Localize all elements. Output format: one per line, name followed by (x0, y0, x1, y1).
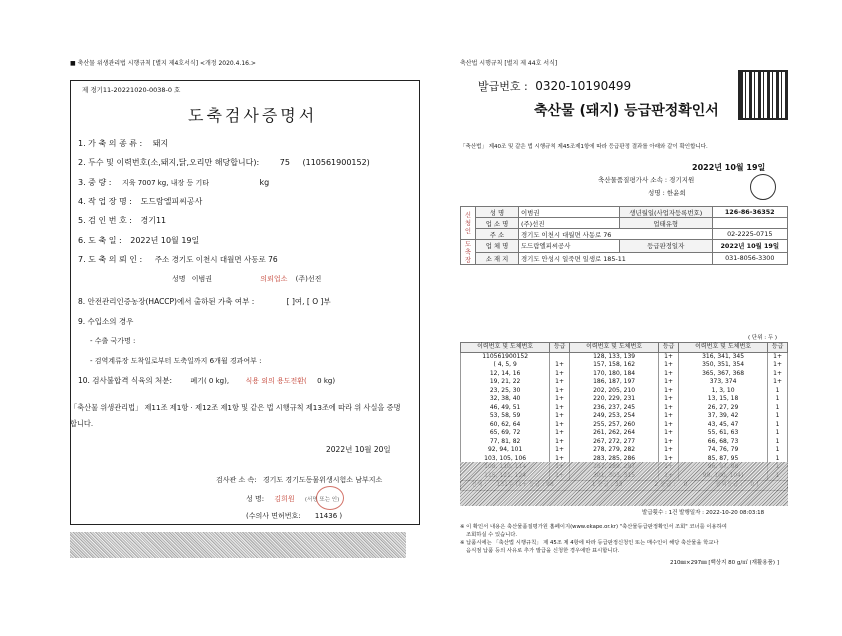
item-7 (78, 254, 278, 265)
inspector-seal-text: (서명 또는 인) (304, 497, 340, 503)
trace-cell: 60, 62, 64 (461, 421, 550, 430)
license-line (246, 511, 342, 521)
trace-cell: 92, 94, 101 (461, 446, 550, 455)
trace-cell: 1+ (550, 421, 570, 430)
name-value: 이범권 (519, 207, 620, 218)
trace-cell: 186, 187, 197 (569, 378, 658, 387)
trace-cell: 278, 279, 282 (569, 446, 658, 455)
foot-note-2: ※ 납품시에는 「축산법 시행규칙」 제 45조 제 4항에 따라 등급판정신청인 또는 매수인이 해당 축산물을 학교나 (460, 540, 719, 546)
trace-row (461, 421, 788, 430)
commissioned-value: (주)선진 (295, 275, 322, 283)
trace-row (461, 412, 788, 421)
trace-cell: 19, 21, 22 (461, 378, 550, 387)
addr-label: 주 소 (476, 229, 519, 240)
slaughter-certificate (60, 58, 422, 528)
inspector-seal-stamp (316, 486, 344, 510)
inspector-name: 김희원 (274, 495, 295, 503)
trace-cell: 1+ (550, 446, 570, 455)
requester-name-label: 성명 (172, 275, 186, 283)
trace-cell: 1 (768, 404, 788, 413)
item-3 (78, 177, 269, 188)
trace-cell: 261, 262, 264 (569, 429, 658, 438)
trace-row (461, 404, 788, 413)
trace-header-4: 이력번호 및 도체번호 (678, 343, 767, 353)
item-7-label: 7. 도 축 의 뢰 인 : (78, 255, 143, 264)
trace-cell: 1 (768, 438, 788, 447)
item-1-label: 1. 가 축 의 종 류 : (78, 139, 143, 148)
trace-header-3: 등급 (659, 343, 679, 353)
trace-row (461, 378, 788, 387)
trace-cell: 74, 76, 79 (678, 446, 767, 455)
biz-value: (주)선진 (519, 218, 620, 229)
trace-cell: 1+ (659, 412, 679, 421)
trace-cell: 37, 39, 42 (678, 412, 767, 421)
grade-date-label: 등급판정일자 (620, 240, 713, 253)
item-10-disposal: 폐기( 0 kg), (190, 377, 230, 385)
trace-cell: 77, 81, 82 (461, 438, 550, 447)
trace-cell: 316, 341, 345 (678, 352, 767, 361)
trace-cell: 255, 257, 260 (569, 421, 658, 430)
item-2-value: 75 (279, 158, 290, 167)
trace-cell: 1+ (768, 378, 788, 387)
grade-date-value: 2022년 10월 19일 (712, 240, 787, 253)
trace-cell: 1+ (550, 404, 570, 413)
inspector-name-label: 성 명: (246, 495, 265, 503)
trace-cell: ( 4, 5, 9 (461, 361, 550, 370)
trace-row (461, 361, 788, 370)
trace-cell: 1+ (550, 429, 570, 438)
item-3-value: 지육 7007 kg, 내장 등 기타 (121, 179, 209, 187)
foot-note-1: ※ 이 확인서 내용은 축산물품질평가원 홈페이지(www.ekape.or.kr) "축산물등급판정확인서 조회" 코너를 이용하여 (460, 524, 727, 530)
trace-cell: 13, 15, 18 (678, 395, 767, 404)
trace-cell: 43, 45, 47 (678, 421, 767, 430)
item-9-quarantine: - 검역계류장 도착일로부터 도축일까지 6개월 경과여부 : (90, 357, 262, 365)
grade-confirmation (452, 50, 797, 595)
item-7-value: 주소 경기도 이천시 대월면 사동로 76 (154, 255, 278, 264)
trace-cell: 202, 205, 210 (569, 387, 658, 396)
trace-cell: 12, 14, 16 (461, 370, 550, 379)
trace-cell: 53, 58, 59 (461, 412, 550, 421)
slaughter-side-label: 도축장 (461, 240, 476, 265)
trace-row (461, 370, 788, 379)
trace-cell: 1 (768, 412, 788, 421)
trace-cell: 350, 351, 354 (678, 361, 767, 370)
inspector-org: 경기도 경기도동물위생시험소 남부지소 (262, 476, 383, 484)
item-5-label: 5. 검 인 번 호 : (78, 216, 132, 225)
left-header-note: ■ 축산물 위생관리법 시행규칙 [별지 제4호서식] <개정 2020.4.16.> (70, 60, 256, 67)
trace-row (461, 395, 788, 404)
trace-header-1: 등급 (550, 343, 570, 353)
trace-cell: 1+ (768, 361, 788, 370)
trace-cell: 249, 253, 254 (569, 412, 658, 421)
trace-cell: 236, 237, 245 (569, 404, 658, 413)
trace-cell: 1+ (550, 438, 570, 447)
trace-cell: 267, 272, 277 (569, 438, 658, 447)
trace-cell: 157, 158, 162 (569, 361, 658, 370)
trace-cell: 1 (768, 387, 788, 396)
trace-cell: 1+ (550, 387, 570, 396)
trace-cell: 365, 367, 368 (678, 370, 767, 379)
right-barcode (460, 462, 788, 506)
biz-label: 업 소 명 (476, 218, 519, 229)
grade-title: 축산물 (돼지) 등급판정확인서 (534, 103, 719, 119)
item-10 (78, 375, 335, 386)
trace-cell: 1+ (659, 387, 679, 396)
trace-cell: 1 (768, 395, 788, 404)
unit-note: ( 단위 : 두 ) (748, 335, 778, 341)
trace-cell: 1+ (550, 370, 570, 379)
item-9-country: - 수출 국가명 : (90, 337, 136, 345)
item-9: 9. 수입소의 경우 (78, 317, 134, 326)
trace-row (461, 438, 788, 447)
item-2-trace: (110561900152) (302, 158, 370, 167)
trace-cell: 23, 25, 30 (461, 387, 550, 396)
requester-name: 이범권 (191, 275, 213, 283)
trace-cell: 1+ (659, 395, 679, 404)
cert-text-2: 합니다. (70, 419, 94, 428)
doc-number: 제 경기11-20221020-0038-0 호 (82, 86, 181, 94)
item-6 (78, 235, 199, 246)
phone-1: 02-2225-0715 (712, 229, 787, 240)
trace-cell: 1+ (659, 352, 679, 361)
intro-text: 「축산법」 제40조 및 같은 법 시행규칙 제45조제1항에 따라 등급판정 결과를 아래와 같이 확인합니다. (460, 144, 708, 150)
inspector-org-label: 검사관 소 속: (216, 476, 257, 484)
trace-cell: 1+ (659, 404, 679, 413)
item-2 (78, 157, 370, 168)
issue-no: 0320-10190499 (535, 79, 632, 93)
assessor-org: 축산물품질평가사 소속 : 경기지원 (598, 176, 695, 184)
trace-cell: 1+ (659, 421, 679, 430)
trace-cell: 1+ (659, 446, 679, 455)
trace-cell: 1+ (550, 395, 570, 404)
trace-cell: 1+ (768, 370, 788, 379)
item-10-other-value: 0 kg) (317, 377, 336, 385)
assessor-name: 성명 : 한윤희 (648, 189, 686, 197)
issue-no-line (478, 78, 631, 94)
trace-cell: 373, 374 (678, 378, 767, 387)
item-1 (78, 138, 168, 149)
plant-value: 도드람엘피씨공사 (519, 240, 620, 253)
haccp-label: 8. 안전관리인증농장(HACCP)에서 출하된 가축 여부 : (78, 297, 255, 306)
item-3-label: 3. 중 량 : (78, 178, 112, 187)
license-label: (수의사 면허번호: (246, 512, 301, 520)
birth-value: 126-86-36352 (712, 207, 787, 218)
trace-cell: 220, 229, 231 (569, 395, 658, 404)
item-8 (78, 296, 331, 307)
trace-cell: 55, 61, 63 (678, 429, 767, 438)
trace-cell: 128, 133, 139 (569, 352, 658, 361)
trace-cell: 1, 3, 10 (678, 387, 767, 396)
biztype-label: 업태유형 (620, 218, 713, 229)
trace-cell: 1+ (659, 370, 679, 379)
cert-text-1: 「축산물 위생관리법」 제11조 제1항 · 제12조 제1항 및 같은 법 시행규칙 제13조에 따라 위 사실을 증명 (70, 403, 401, 412)
item-10-label: 10. 검사불합격 식육의 처분: (78, 376, 173, 385)
item-1-value: 돼지 (152, 139, 169, 148)
item-2-label: 2. 두수 및 이력번호(소,돼지,닭,오리만 해당합니다): (78, 158, 260, 167)
trace-row (461, 352, 788, 361)
loc-label: 소 재 지 (476, 252, 519, 265)
trace-row (461, 446, 788, 455)
item-10-other-label: 식용 외의 용도전환( (245, 377, 307, 385)
trace-cell: 85, 87, 95 (678, 455, 767, 464)
item-4-label: 4. 작 업 장 명 : (78, 197, 132, 206)
license-value: 11436 ) (314, 512, 343, 520)
trace-cell: 1 (768, 446, 788, 455)
requester-line (172, 274, 321, 284)
name-label: 성 명 (476, 207, 519, 218)
birth-label: 생년월일(사업자등록번호) (620, 207, 713, 218)
trace-cell: 1+ (659, 361, 679, 370)
trace-header-0: 이력번호 및 도체번호 (461, 343, 550, 353)
addr-value: 경기도 이천시 대월면 사동로 76 (519, 229, 713, 240)
qr-code (740, 72, 786, 118)
plant-label: 업 체 명 (476, 240, 519, 253)
trace-cell: 65, 69, 72 (461, 429, 550, 438)
issue-no-label: 발급번호 : (478, 80, 528, 93)
trace-cell: 32, 38, 40 (461, 395, 550, 404)
trace-cell: 1 (768, 421, 788, 430)
trace-cell: 1 (768, 455, 788, 464)
issue-date: 2022년 10월 20일 (326, 445, 391, 454)
assessor-seal (750, 174, 776, 200)
trace-cell: 1+ (550, 378, 570, 387)
trace-cell: 1+ (550, 361, 570, 370)
certificate-title: 도축검사증명서 (188, 106, 318, 125)
item-5-value: 경기11 (140, 216, 167, 225)
trace-row (461, 429, 788, 438)
right-header-note: 축산법 시행규칙 [별지 제 44호 서식] (460, 60, 558, 67)
trace-header-5: 등급 (768, 343, 788, 353)
phone-2: 031-8056-3300 (712, 252, 787, 265)
left-barcode (70, 532, 406, 558)
item-5 (78, 215, 166, 226)
trace-cell: 103, 105, 106 (461, 455, 550, 464)
grade-date: 2022년 10월 19일 (692, 163, 766, 172)
trace-header-2: 이력번호 및 도체번호 (569, 343, 658, 353)
paper-size: 210㎜×297㎜ [백상지 80 g/㎡ (재활용품) ] (670, 560, 779, 566)
trace-cell: 170, 180, 184 (569, 370, 658, 379)
foot-note-1b: 조회하실 수 있습니다. (466, 532, 518, 538)
trace-cell: 1+ (659, 455, 679, 464)
item-6-label: 6. 도 축 일 : (78, 236, 122, 245)
trace-cell: 110561900152 (461, 352, 550, 361)
item-3-unit: kg (259, 178, 270, 187)
item-4 (78, 196, 202, 207)
inspector-org-line (216, 475, 382, 485)
issue-count: 발급횟수 : 1건 발행일자 : 2022-10-20 08:03:18 (642, 510, 765, 516)
trace-row (461, 387, 788, 396)
haccp-options: [ ]여, [ O ]부 (286, 297, 331, 306)
biztype-value (712, 218, 787, 229)
trace-cell: 1 (768, 429, 788, 438)
trace-cell: 1+ (768, 352, 788, 361)
trace-cell: 1+ (659, 429, 679, 438)
trace-cell: 46, 49, 51 (461, 404, 550, 413)
loc-value: 경기도 안성시 일죽면 일생로 185-11 (519, 252, 713, 265)
trace-cell: 1+ (550, 455, 570, 464)
foot-note-2b: 음식점 납품 등의 사유로 추가 발급을 신청한 경우에만 표시합니다. (466, 548, 620, 554)
applicant-table (460, 206, 788, 265)
item-4-value: 도드람엘피씨공사 (140, 197, 203, 206)
trace-cell (550, 352, 570, 361)
trace-cell: 283, 285, 286 (569, 455, 658, 464)
trace-cell: 1+ (550, 412, 570, 421)
commissioned-label: 의뢰업소 (260, 275, 288, 283)
applicant-side-label: 신청인 (461, 207, 476, 240)
trace-cell: 66, 68, 73 (678, 438, 767, 447)
trace-cell: 1+ (659, 438, 679, 447)
trace-cell: 1+ (659, 378, 679, 387)
trace-cell: 26, 27, 29 (678, 404, 767, 413)
item-6-value: 2022년 10월 19일 (130, 236, 200, 245)
